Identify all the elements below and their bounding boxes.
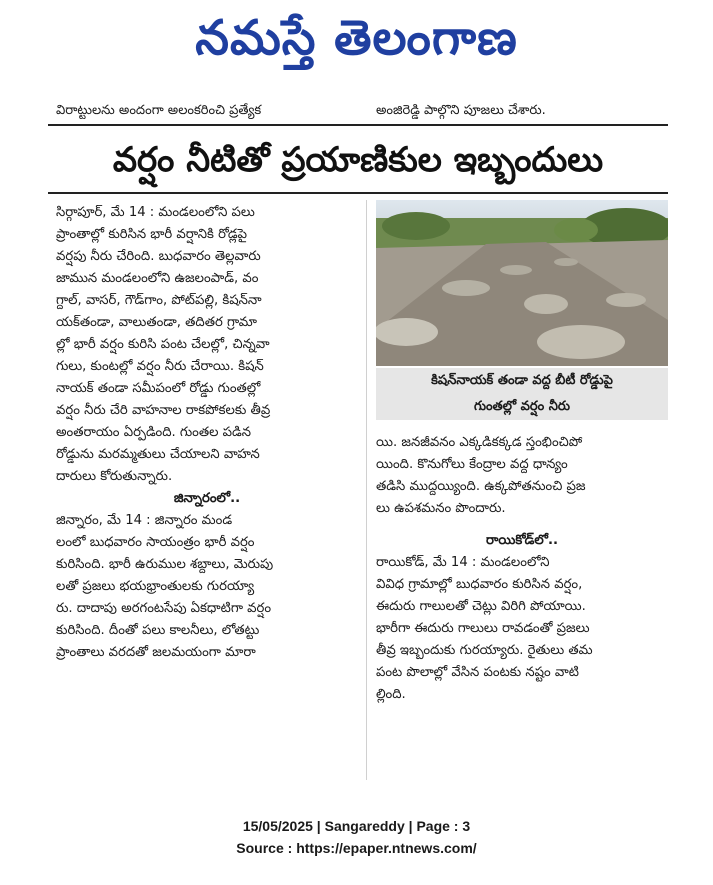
text-line: సిర్గాపూర్, మే 14 : మండలంలోని పలు [56, 205, 255, 220]
text-line: కురిసింది. భారీ ఉరుముల శబ్దాలు, మెరుపు [56, 557, 274, 572]
text-line: వర్షపు నీరు చేరింది. బుధవారం తెల్లవారు [56, 249, 261, 264]
text-line: వివిధ గ్రామాల్లో బుధవారం కురిసిన వర్షం, [376, 577, 583, 592]
footer-source: Source : https://epaper.ntnews.com/ [236, 840, 477, 856]
text-line: పంట పొలాల్లో వేసిన పంటకు నష్టం వాటి [376, 665, 579, 680]
text-line: రాయికోడ్, మే 14 : మండలంలోని [376, 555, 550, 570]
text-line: అంతరాయం ఏర్పడింది. గుంతల పడిన [56, 425, 252, 440]
left-paragraph-2 [56, 510, 358, 664]
text-line: యి. జనజీవనం ఎక్కడికక్కడ స్తంభించిపో [376, 435, 583, 450]
text-line: జామున మండలంలోని ఉజలంపాడ్, వం [56, 271, 259, 286]
photo-caption [376, 368, 668, 420]
subheading-raikode: రాయికోడ్‌లో.. [486, 533, 558, 548]
road-photo-illustration [376, 200, 668, 366]
right-paragraph-1 [376, 432, 668, 520]
text-line: ప్రాంతాలు వరదతో జలమయంగా మారా [56, 645, 256, 660]
text-line: దారులు కోరుతున్నారు. [56, 469, 173, 484]
text-line: నాయక్ తండా సమీపంలో రోడ్డు గుంతల్లో [56, 381, 261, 396]
article-headline: వర్షం నీటితో ప్రయాణికుల ఇబ్బందులు [112, 140, 604, 180]
text-line: లు ఉపశమనం పొందారు. [376, 501, 506, 516]
text-line: జిన్నారం, మే 14 : జిన్నారం మండ [56, 513, 233, 528]
text-line: గ్దాల్, వాసర్, గౌడ్‌గాం, పోట్‌పల్లి, కిషన్‌నా [56, 293, 262, 308]
text-line: తీవ్ర ఇబ్బందుకు గురయ్యారు. రైతులు తమ [376, 643, 593, 658]
footer-date-edition: 15/05/2025 | Sangareddy | Page : 3 [242, 818, 471, 834]
article-left-column [56, 202, 358, 664]
text-line: రు. దాదాపు అరగంటసేపు ఏకధాటిగా వర్షం [56, 601, 272, 616]
text-line: వర్షం నీరు చేరి వాహనాల రాకపోకలకు తీవ్ర [56, 403, 271, 418]
subheading-jinnaram: జిన్నారంలో.. [173, 491, 241, 506]
caption-line-1: కిషన్‌నాయక్ తండా వద్ద బీటీ రోడ్డుపై [431, 373, 613, 388]
text-line: రోడ్డును మరమ్మతులు చేయాలని వాహన [56, 447, 260, 462]
text-line: ల్లింది. [376, 687, 406, 702]
section-divider [48, 124, 668, 126]
right-paragraph-2 [376, 552, 668, 706]
text-line: కురిసింది. దీంతో పలు కాలనీలు, లోతట్టు [56, 623, 260, 638]
column-divider [366, 200, 367, 780]
text-line: లంలో బుధవారం సాయంత్రం భారీ వర్షం [56, 535, 255, 550]
text-line: యింది. కొనుగోలు కేంద్రాల వద్ద ధాన్యం [376, 457, 568, 472]
headline-divider [48, 192, 668, 194]
text-line: ప్రాంతాల్లో కురిసిన భారీ వర్షానికి రోడ్లపై [56, 227, 247, 242]
text-line: ఈదురు గాలులతో చెట్లు విరిగి పోయాయి. [376, 599, 586, 614]
previous-article-tail-right: అంజిరెడ్డి పాల్గొని పూజలు చేశారు. [376, 103, 546, 118]
text-line: లతో ప్రజలు భయభ్రాంతులకు గురయ్యా [56, 579, 255, 594]
previous-article-tail-left: విరాట్టులను అందంగా అలంకరించి ప్రత్యేక [56, 103, 262, 118]
article-right-column [376, 432, 668, 706]
caption-line-2: గుంతల్లో వర్షం నీరు [473, 399, 571, 414]
text-line: గులు, కుంటల్లో వర్షం నీరు చేరాయి. కిషన్ [56, 359, 264, 374]
text-line: యక్‌తండా, వాలుతండా, తదితర గ్రామా [56, 315, 257, 330]
left-paragraph-1 [56, 202, 358, 488]
text-line: భారీగా ఈదురు గాలులు రావడంతో ప్రజలు [376, 621, 590, 636]
newspaper-masthead: నమస్తే తెలంగాణ [195, 10, 518, 66]
news-photo-waterlogged-road [376, 200, 668, 366]
text-line: తడిసి ముద్దయ్యింది. ఉక్కపోతనుంచి ప్రజ [376, 479, 586, 494]
text-line: ల్లో భారీ వర్షం కురిసి పంట చేలల్లో, చిన్నవా [56, 337, 270, 352]
